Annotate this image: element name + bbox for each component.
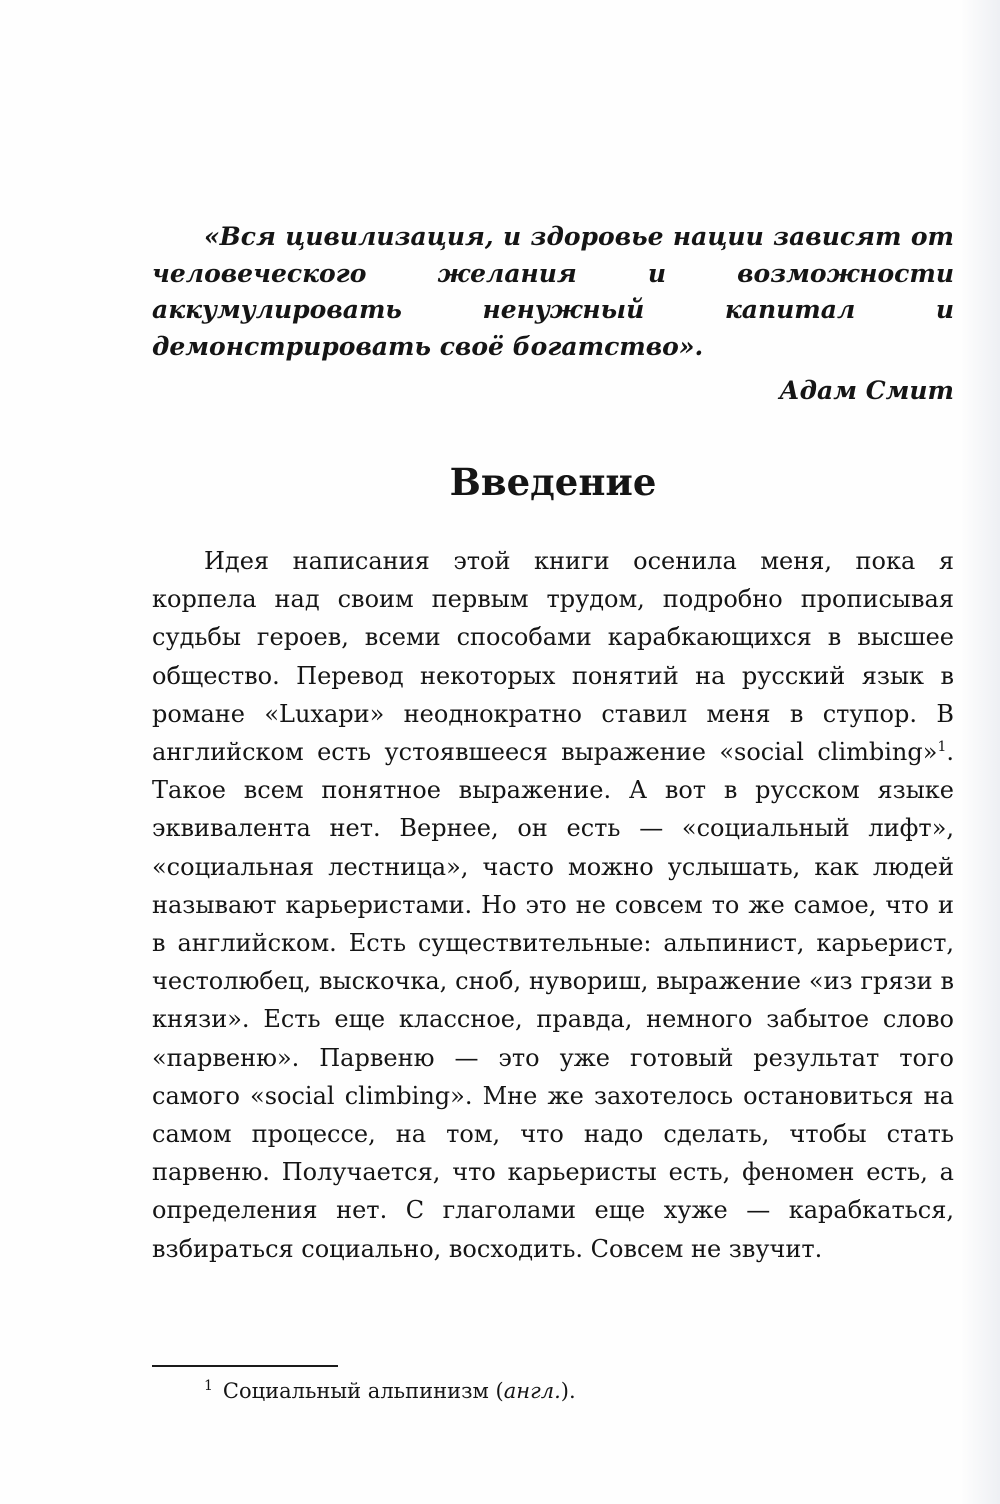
body-text-part-2: . Такое всем понятное выражение. А вот в русском языке эквивалента нет. Вернее, он есть — «социальный лифт», «социальная лестница», часто можно услышать, как людей называют карьеристами. Но это не совсем то же самое, что и в английском. Есть существительные: альпинист, карьерист, честолюбец, выскочка, сноб, нувориш, выражение «из грязи в князи». Есть еще классное, правда, немного забытое слово «парвеню». Парвеню — это уже готовый результат того самого «social climbing». Мне же захотелось остановиться на самом процессе, на том, что надо сделать, чтобы стать парвеню. Получается, что карьеристы есть, феномен есть, а определения нет. С глаголами еще хуже — карабкаться, взбираться социально, восходить. Совсем не звучит.: [152, 738, 954, 1263]
footnote-mark: 1: [204, 1378, 213, 1394]
body-paragraph: [152, 542, 954, 1268]
page-edge-shadow: [960, 0, 1000, 1504]
epigraph-author: Адам Смит: [779, 376, 954, 405]
body-text-part-1: Идея написания этой книги осенила меня, пока я корпела над своим первым трудом, подробно прописывая судьбы героев, всеми способами карабкающихся в высшее общество. Перевод некоторых понятий на русский язык в романе «Luxари» неоднократно ставил меня в ступор. В английском есть устоявшееся выражение «social climbing»: [152, 547, 954, 767]
footnote-reference: 1: [937, 739, 947, 756]
chapter-title: Введение: [449, 460, 657, 504]
footnote-language: англ.: [503, 1379, 561, 1403]
footnote: [204, 1374, 954, 1408]
epigraph-quote: «Вся цивилизация, и здоровье нации зависят от человеческого желания и возможности аккумулировать ненужный капитал и демонстрировать своё богатство».: [152, 222, 954, 361]
footnote-end: ).: [560, 1379, 576, 1403]
footnote-text: Социальный альпинизм (: [222, 1379, 504, 1403]
footnote-divider: [152, 1365, 338, 1367]
